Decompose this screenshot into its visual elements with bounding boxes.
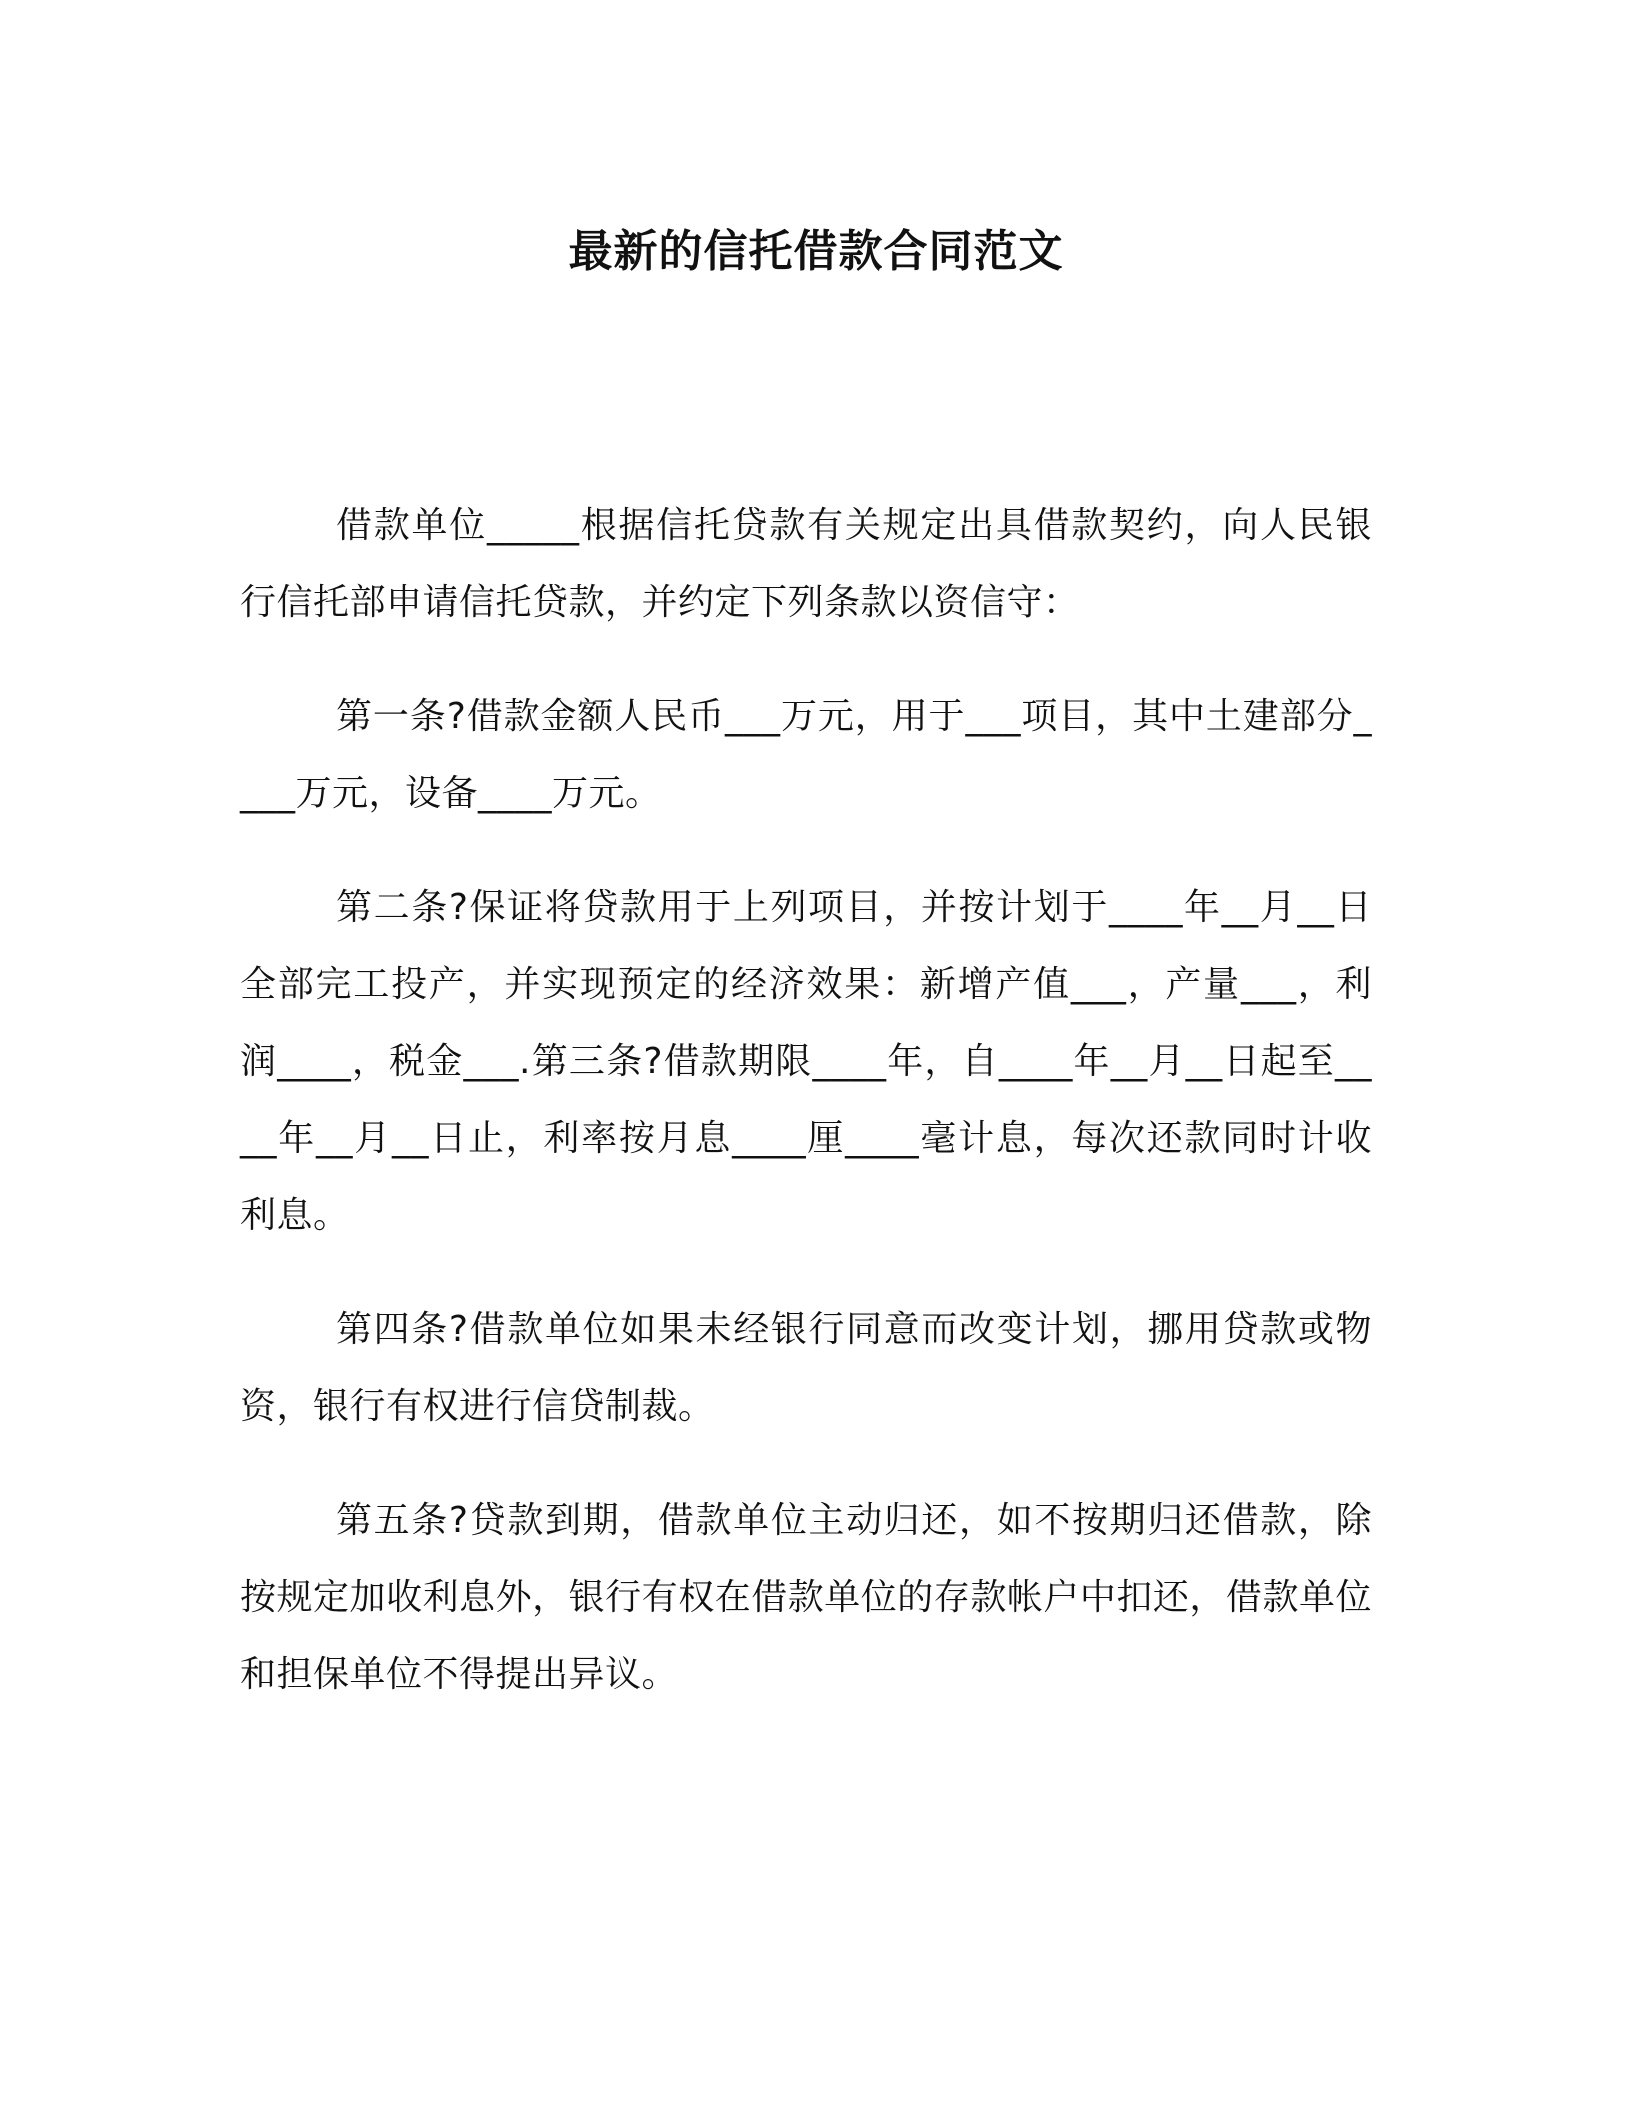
paragraph-article-5: 第五条?贷款到期，借款单位主动归还，如不按期归还借款，除按规定加收利息外，银行有权在借款单位的存款帐户中扣还，借款单位和担保单位不得提出异议。 — [240, 1500, 1372, 1695]
document-title: 最新的信托借款合同范文 — [568, 226, 1064, 277]
paragraph-article-2-3: 第二条?保证将贷款用于上列项目，并按计划于____年__月__日全部完工投产，并实现预定的经济效果：新增产值___，产量___，利润____，税金___.第三条?借款期限____年，自____年__月__日起至____年__月__日止，利率按月息____厘____毫计息，每次还款同时计收利息。 — [240, 887, 1372, 1236]
paragraph-preamble: 借款单位_____根据信托贷款有关规定出具借款契约，向人民银行信托部申请信托贷款，并约定下列条款以资信守： — [240, 505, 1372, 623]
document-body — [240, 487, 1372, 1750]
paragraph-article-4: 第四条?借款单位如果未经银行同意而改变计划，挪用贷款或物资，银行有权进行信贷制裁。 — [240, 1309, 1372, 1427]
paragraph-article-1: 第一条?借款金额人民币___万元，用于___项目，其中土建部分____万元，设备____万元。 — [240, 696, 1372, 814]
